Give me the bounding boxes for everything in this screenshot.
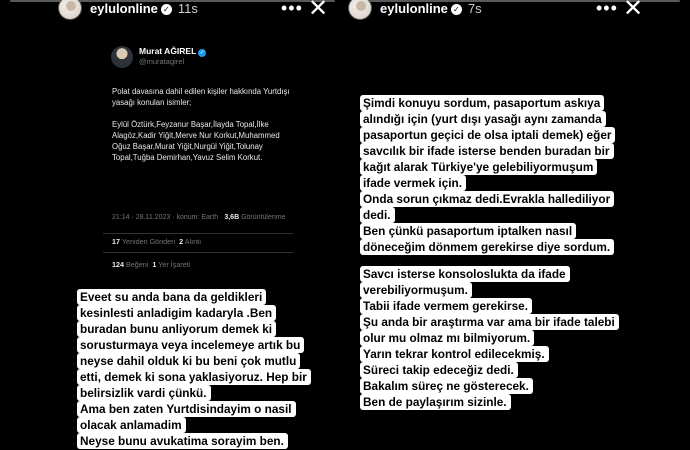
close-icon[interactable]: ✕ <box>623 0 644 22</box>
avatar[interactable] <box>58 0 82 20</box>
text-line: neyse dahil olduk ki bu beni çok mutlu <box>77 353 300 369</box>
story-time: 7s <box>467 1 482 16</box>
story-text-block <box>360 95 615 255</box>
text-line: belirsizlik vardi çünkü. <box>77 385 211 401</box>
text-line: Bakalım süreç ne gösterecek. <box>360 378 533 394</box>
username[interactable]: eylulonline <box>380 1 448 16</box>
text-line: alındığı için (yurt dışı yasağı aynı zamanda <box>360 111 606 127</box>
text-line: Eveet su anda bana da geldikleri <box>77 289 266 305</box>
text-line: savcılık bir ifade isterse benden buradan bir <box>360 143 614 159</box>
tweet-paragraph: Eylül Öztürk,Feyzanur Başar,İlayda Topal,İlke Alagöz,Kadir Yiğit,Merve Nur Korkut,Muhammed Oğuz Başar,Murat Yiğit,Nurgül Yiğit,Tolunay Topal,Tuğba Demirhan,Yavuz Selim Korkut. <box>112 120 280 162</box>
text-line: Onda sorun çıkmaz dedi.Evrakla hallediliyor <box>360 191 614 207</box>
text-line: kesinlesti anladigim kadaryla .Ben <box>77 305 276 321</box>
text-line: ifade vermek için. <box>360 175 466 191</box>
text-line: etti, demek ki sona yaklasiyoruz. Hep bir <box>77 369 311 385</box>
story-text-block <box>360 266 619 410</box>
text-line: buradan bunu anliyorum demek ki <box>77 321 276 337</box>
text-line: Ben de paylaşırım sizinle. <box>360 394 511 410</box>
tweet-author-handle: @muratagirel <box>139 57 185 66</box>
story-header[interactable] <box>380 1 482 16</box>
text-line: olacak anlamadim <box>77 417 186 433</box>
tweet-timestamp: 21:14 · 28.11.2023 · konum: Earth · <box>112 214 223 221</box>
verified-badge-icon: ✓ <box>451 4 462 15</box>
tweet-views-label: Görüntülenme <box>241 214 286 221</box>
divider <box>103 252 293 253</box>
more-options-icon[interactable]: ••• <box>281 0 303 18</box>
story-text-block <box>77 289 311 449</box>
text-line: dedi. <box>360 207 395 223</box>
tweet-author-name: Murat AĞIREL ✓ <box>139 46 205 56</box>
username[interactable]: eylulonline <box>90 1 158 16</box>
tweet-views-count: 3,6B <box>224 214 240 221</box>
tweet-engagement-row: 17 Yeniden Gönderi 2 Alıntı <box>112 237 202 246</box>
story-time: 11s <box>177 1 198 16</box>
tweet-author-avatar <box>111 46 133 68</box>
text-line: Neyse bunu avukatima sorayim ben. <box>77 433 288 449</box>
text-line: kağıt alarak Türkiye'ye gelebiliyormuşum <box>360 159 597 175</box>
text-line: verebiliyormuşum. <box>360 282 472 298</box>
tweet-verified-badge-icon: ✓ <box>199 50 205 56</box>
divider <box>103 233 293 234</box>
tweet-body <box>112 86 290 174</box>
close-icon[interactable]: ✕ <box>308 0 329 22</box>
text-line: olur mu olmaz mı bilmiyorum. <box>360 330 534 346</box>
text-line: Ama ben zaten Yurtdisindayim o nasil <box>77 401 296 417</box>
text-line: Savcı isterse konsoloslukta da ifade <box>360 266 570 282</box>
text-line: sorusturmaya veya incelemeye artık bu <box>77 337 304 353</box>
text-line: Ben çünkü pasaportum iptalken nasıl <box>360 223 576 239</box>
more-options-icon[interactable]: ••• <box>596 0 618 18</box>
story-header[interactable] <box>90 1 198 16</box>
tweet-paragraph: Polat davasına dahil edilen kişiler hakkında Yurtdışı yasağı konulan isimler; <box>112 87 290 107</box>
text-line: Şu anda bir araştırma var ama bir ifade talebi <box>360 314 619 330</box>
text-line: Şimdi konuyu sordum, pasaportum askıya <box>360 95 604 111</box>
text-line: Yarın tekrar kontrol edilecekmiş. <box>360 346 549 362</box>
avatar[interactable] <box>348 0 372 20</box>
text-line: pasaportun geçici de olsa iptali demek) eğer <box>360 127 615 143</box>
text-line: döneceğim dönmem gerekirse diye sordum. <box>360 239 614 255</box>
tweet-meta <box>112 213 290 223</box>
embedded-tweet <box>103 38 293 276</box>
text-line: Tabii ifade vermem gerekirse. <box>360 298 532 314</box>
tweet-likes-row: 124 Beğeni 1 Yer İşareti <box>112 260 191 269</box>
text-line: Süreci takip edeceğiz dedi. <box>360 362 518 378</box>
verified-badge-icon: ✓ <box>161 4 172 15</box>
